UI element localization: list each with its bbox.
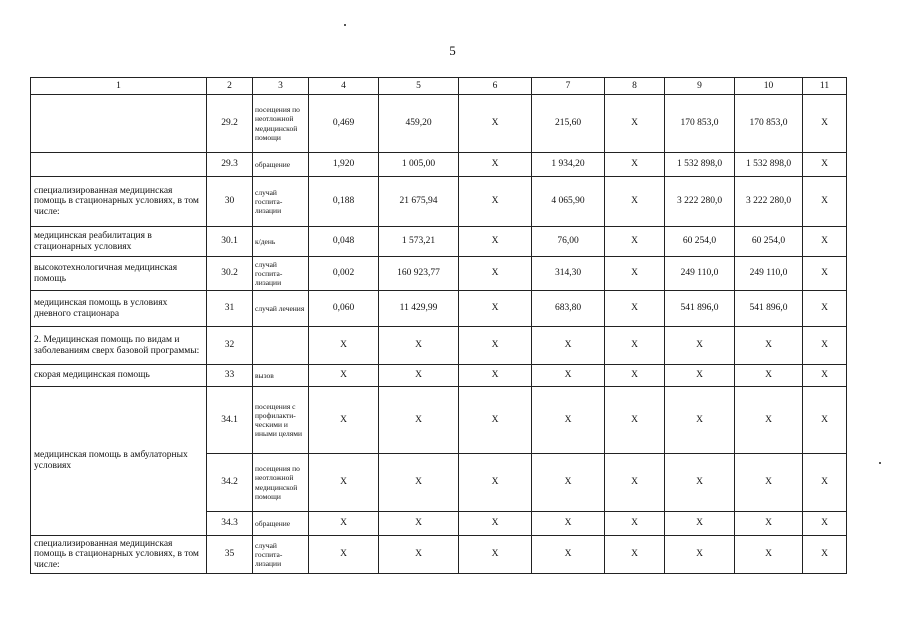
- column-header: 2: [207, 78, 253, 95]
- row-unit: посещения по неотложной медицинской помощи: [253, 454, 309, 512]
- scan-speck: [879, 462, 881, 464]
- cell-c10: X: [735, 536, 803, 574]
- cell-c4: 0,060: [309, 291, 379, 327]
- cell-c5: X: [379, 536, 459, 574]
- table-row: [31, 95, 847, 153]
- cell-c7: 1 934,20: [532, 153, 605, 177]
- cell-c4: X: [309, 536, 379, 574]
- column-header: 6: [459, 78, 532, 95]
- row-unit: [253, 327, 309, 365]
- cell-c6: X: [459, 454, 532, 512]
- column-header: 8: [605, 78, 665, 95]
- cell-c10: X: [735, 365, 803, 387]
- row-code: 31: [207, 291, 253, 327]
- row-unit: случай лечения: [253, 291, 309, 327]
- cell-c9: 3 222 280,0: [665, 177, 735, 227]
- row-code: 29.2: [207, 95, 253, 153]
- table-row: [31, 291, 847, 327]
- cell-c7: X: [532, 536, 605, 574]
- cell-c7: X: [532, 454, 605, 512]
- cell-c5: X: [379, 327, 459, 365]
- cell-c5: 1 005,00: [379, 153, 459, 177]
- cell-c9: X: [665, 512, 735, 536]
- table-row: [31, 365, 847, 387]
- cell-c9: 60 254,0: [665, 227, 735, 257]
- cell-c8: X: [605, 291, 665, 327]
- row-unit: обращение: [253, 153, 309, 177]
- column-header: 9: [665, 78, 735, 95]
- row-code: 34.3: [207, 512, 253, 536]
- cell-c4: 0,048: [309, 227, 379, 257]
- cell-c9: 541 896,0: [665, 291, 735, 327]
- row-code: 35: [207, 536, 253, 574]
- cell-c10: X: [735, 454, 803, 512]
- cell-c11: X: [803, 95, 847, 153]
- cell-c7: 683,80: [532, 291, 605, 327]
- cell-c11: X: [803, 327, 847, 365]
- cell-c6: X: [459, 257, 532, 291]
- table-row: [31, 387, 847, 454]
- cell-c11: X: [803, 291, 847, 327]
- cell-c5: X: [379, 387, 459, 454]
- row-name: скорая медицинская помощь: [31, 365, 207, 387]
- column-header: 11: [803, 78, 847, 95]
- cell-c11: X: [803, 365, 847, 387]
- cell-c4: X: [309, 365, 379, 387]
- cell-c4: 0,002: [309, 257, 379, 291]
- row-name: медицинская реабилитация в стационарных условиях: [31, 227, 207, 257]
- row-name: [31, 95, 207, 153]
- cell-c6: X: [459, 177, 532, 227]
- cell-c11: X: [803, 454, 847, 512]
- cell-c9: 1 532 898,0: [665, 153, 735, 177]
- page-number: 5: [449, 43, 456, 58]
- cell-c7: 314,30: [532, 257, 605, 291]
- row-code: 30.2: [207, 257, 253, 291]
- cell-c6: X: [459, 536, 532, 574]
- cell-c5: 1 573,21: [379, 227, 459, 257]
- cell-c8: X: [605, 387, 665, 454]
- cell-c4: X: [309, 387, 379, 454]
- table-row: [31, 327, 847, 365]
- column-header: 5: [379, 78, 459, 95]
- row-name: [31, 153, 207, 177]
- cell-c7: X: [532, 327, 605, 365]
- cell-c8: X: [605, 327, 665, 365]
- cell-c7: 4 065,90: [532, 177, 605, 227]
- cell-c6: X: [459, 153, 532, 177]
- cell-c7: 215,60: [532, 95, 605, 153]
- cell-c4: X: [309, 454, 379, 512]
- row-unit: посещения с профилакти-ческими и иными целями: [253, 387, 309, 454]
- table-row: [31, 227, 847, 257]
- row-unit: случай госпита-лизации: [253, 177, 309, 227]
- row-name: медицинская помощь в условиях дневного стационара: [31, 291, 207, 327]
- cell-c11: X: [803, 512, 847, 536]
- cell-c7: 76,00: [532, 227, 605, 257]
- cell-c6: X: [459, 327, 532, 365]
- cell-c4: X: [309, 327, 379, 365]
- cell-c8: X: [605, 177, 665, 227]
- row-code: 30.1: [207, 227, 253, 257]
- row-unit: вызов: [253, 365, 309, 387]
- cell-c9: X: [665, 387, 735, 454]
- column-header: 3: [253, 78, 309, 95]
- row-code: 30: [207, 177, 253, 227]
- cell-c4: X: [309, 512, 379, 536]
- cell-c6: X: [459, 291, 532, 327]
- cell-c11: X: [803, 257, 847, 291]
- cell-c11: X: [803, 536, 847, 574]
- row-name: специализированная медицинская помощь в стационарных условиях, в том числе:: [31, 536, 207, 574]
- row-code: 29.3: [207, 153, 253, 177]
- cell-c8: X: [605, 95, 665, 153]
- cell-c10: X: [735, 387, 803, 454]
- cell-c10: 249 110,0: [735, 257, 803, 291]
- row-name: 2. Медицинская помощь по видам и заболеваниям сверх базовой программы:: [31, 327, 207, 365]
- cell-c5: X: [379, 365, 459, 387]
- row-name: высокотехнологичная медицинская помощь: [31, 257, 207, 291]
- cell-c8: X: [605, 454, 665, 512]
- cell-c8: X: [605, 365, 665, 387]
- cell-c8: X: [605, 257, 665, 291]
- cell-c11: X: [803, 177, 847, 227]
- row-unit: посещения по неотложной медицинской помощи: [253, 95, 309, 153]
- row-code: 34.1: [207, 387, 253, 454]
- row-unit: случай госпита-лизации: [253, 536, 309, 574]
- row-name: специализированная медицинская помощь в стационарных условиях, в том числе:: [31, 177, 207, 227]
- cell-c10: 60 254,0: [735, 227, 803, 257]
- cell-c6: X: [459, 227, 532, 257]
- cell-c7: X: [532, 512, 605, 536]
- column-header: 4: [309, 78, 379, 95]
- cell-c4: 0,469: [309, 95, 379, 153]
- column-header: 7: [532, 78, 605, 95]
- row-unit: случай госпита-лизации: [253, 257, 309, 291]
- row-unit: к/день: [253, 227, 309, 257]
- cell-c6: X: [459, 365, 532, 387]
- cell-c6: X: [459, 387, 532, 454]
- cell-c11: X: [803, 227, 847, 257]
- row-name: медицинская помощь в амбулаторных условиях: [31, 387, 207, 536]
- cell-c8: X: [605, 512, 665, 536]
- cell-c7: X: [532, 387, 605, 454]
- table-row: [31, 177, 847, 227]
- cell-c10: 170 853,0: [735, 95, 803, 153]
- cell-c10: 541 896,0: [735, 291, 803, 327]
- cell-c5: 459,20: [379, 95, 459, 153]
- cell-c9: 249 110,0: [665, 257, 735, 291]
- cell-c4: 0,188: [309, 177, 379, 227]
- cell-c9: X: [665, 365, 735, 387]
- cell-c8: X: [605, 227, 665, 257]
- cell-c5: 21 675,94: [379, 177, 459, 227]
- cell-c8: X: [605, 536, 665, 574]
- cell-c6: X: [459, 95, 532, 153]
- cell-c9: 170 853,0: [665, 95, 735, 153]
- cell-c9: X: [665, 454, 735, 512]
- cell-c10: X: [735, 327, 803, 365]
- header-row: [31, 78, 847, 95]
- cell-c11: X: [803, 153, 847, 177]
- cell-c7: X: [532, 365, 605, 387]
- cell-c11: X: [803, 387, 847, 454]
- table-row: [31, 536, 847, 574]
- cell-c5: 11 429,99: [379, 291, 459, 327]
- row-code: 34.2: [207, 454, 253, 512]
- cell-c10: X: [735, 512, 803, 536]
- cell-c5: X: [379, 512, 459, 536]
- cell-c10: 3 222 280,0: [735, 177, 803, 227]
- cell-c8: X: [605, 153, 665, 177]
- row-unit: обращение: [253, 512, 309, 536]
- scan-speck: [344, 24, 346, 26]
- data-table: [30, 77, 847, 574]
- cell-c9: X: [665, 327, 735, 365]
- cell-c5: X: [379, 454, 459, 512]
- table-row: [31, 257, 847, 291]
- cell-c10: 1 532 898,0: [735, 153, 803, 177]
- column-header: 1: [31, 78, 207, 95]
- table-row: [31, 153, 847, 177]
- cell-c4: 1,920: [309, 153, 379, 177]
- cell-c5: 160 923,77: [379, 257, 459, 291]
- cell-c9: X: [665, 536, 735, 574]
- column-header: 10: [735, 78, 803, 95]
- row-code: 32: [207, 327, 253, 365]
- cell-c6: X: [459, 512, 532, 536]
- row-code: 33: [207, 365, 253, 387]
